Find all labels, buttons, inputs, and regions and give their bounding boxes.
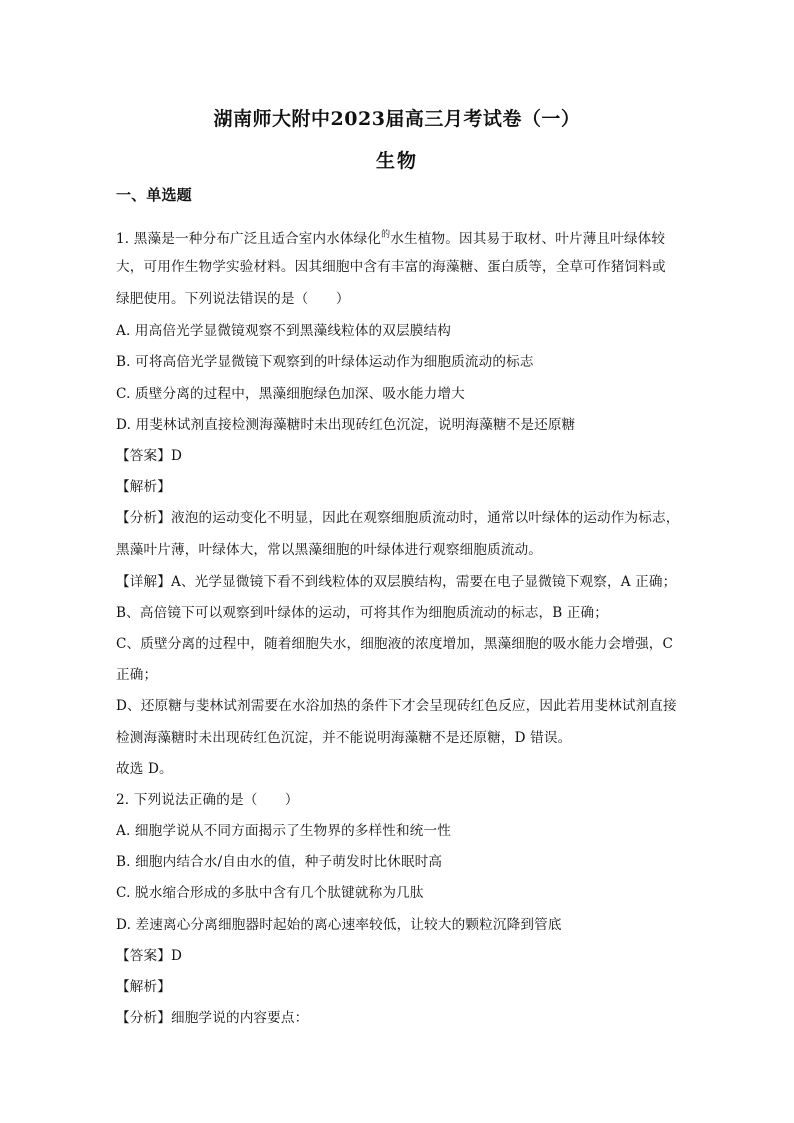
question-1-stem-line-2: 大，可用作生物学实验材料。因其细胞中含有丰富的海藻糖、蛋白质等，全草可作猪饲料或: [116, 259, 666, 275]
question-2-option-a: A. 细胞学说从不同方面揭示了生物界的多样性和统一性: [116, 823, 452, 839]
question-1-stem-part: 1. 黑藻是一种分布广泛且适合室内水体绿化: [116, 231, 382, 247]
section-heading: 一、单选题: [116, 186, 192, 204]
question-1-analysis-line: 正确；: [116, 667, 158, 683]
question-2-analysis-header: 【解析】: [116, 979, 171, 995]
question-1-stem-part: 水生植物。因其易于取材、叶片薄且叶绿体较: [390, 231, 666, 247]
question-1-analysis-line: 检测海藻糖时未出现砖红色沉淀，并不能说明海藻糖不是还原糖，D 错误。: [116, 730, 572, 746]
question-2-option-b: B. 细胞内结合水/自由水的值，种子萌发时比休眠时高: [116, 854, 443, 870]
question-1-analysis-line: 【详解】A、光学显微镜下看不到线粒体的双层膜结构，需要在电子显微镜下观察，A 正确；: [116, 574, 677, 590]
question-2-answer: 【答案】D: [116, 948, 183, 964]
question-1-stem-superscript: 的: [381, 230, 391, 240]
question-1-analysis-line: 【分析】液泡的运动变化不明显，因此在观察细胞质流动时，通常以叶绿体的运动作为标志，: [116, 510, 680, 526]
subject-title: 生物: [375, 150, 418, 172]
question-1-analysis-line: B、高倍镜下可以观察到叶绿体的运动，可将其作为细胞质流动的标志，B 正确；: [116, 605, 609, 621]
question-2-option-c: C. 脱水缩合形成的多肽中含有几个肽键就称为几肽: [116, 885, 424, 901]
question-1-analysis-line: 故选 D。: [116, 761, 173, 777]
question-1-analysis-header: 【解析】: [116, 479, 171, 495]
question-1-option-d: D. 用斐林试剂直接检测海藻糖时未出现砖红色沉淀，说明海藻糖不是还原糖: [116, 417, 576, 433]
question-1-option-b: B. 可将高倍光学显微镜下观察到的叶绿体运动作为细胞质流动的标志: [116, 354, 534, 370]
question-1-analysis-line: C、质壁分离的过程中，随着细胞失水，细胞液的浓度增加，黑藻细胞的吸水能力会增强，C: [116, 636, 674, 652]
page-title: 湖南师大附中2023届高三月考试卷（一）: [213, 108, 581, 130]
question-2-stem: 2. 下列说法正确的是（ ）: [116, 792, 299, 808]
question-1-option-c: C. 质壁分离的过程中，黑藻细胞绿色加深、吸水能力增大: [116, 386, 465, 402]
question-1-stem-line-3: 绿肥使用。下列说法错误的是（ ）: [116, 291, 350, 307]
question-1-answer: 【答案】D: [116, 448, 183, 464]
question-1-stem-line-1: [116, 226, 665, 248]
question-1-analysis-line: 黑藻叶片薄，叶绿体大，常以黑藻细胞的叶绿体进行观察细胞质流动。: [116, 542, 543, 558]
question-2-analysis-line: 【分析】细胞学说的内容要点：: [116, 1010, 309, 1026]
question-2-option-d: D. 差速离心分离细胞器时起始的离心速率较低，让较大的颗粒沉降到管底: [116, 917, 562, 933]
question-1-analysis-line: D、还原糖与斐林试剂需要在水浴加热的条件下才会呈现砖红色反应，因此若用斐林试剂直接: [116, 698, 677, 714]
question-1-option-a: A. 用高倍光学显微镜观察不到黑藻线粒体的双层膜结构: [116, 323, 452, 339]
